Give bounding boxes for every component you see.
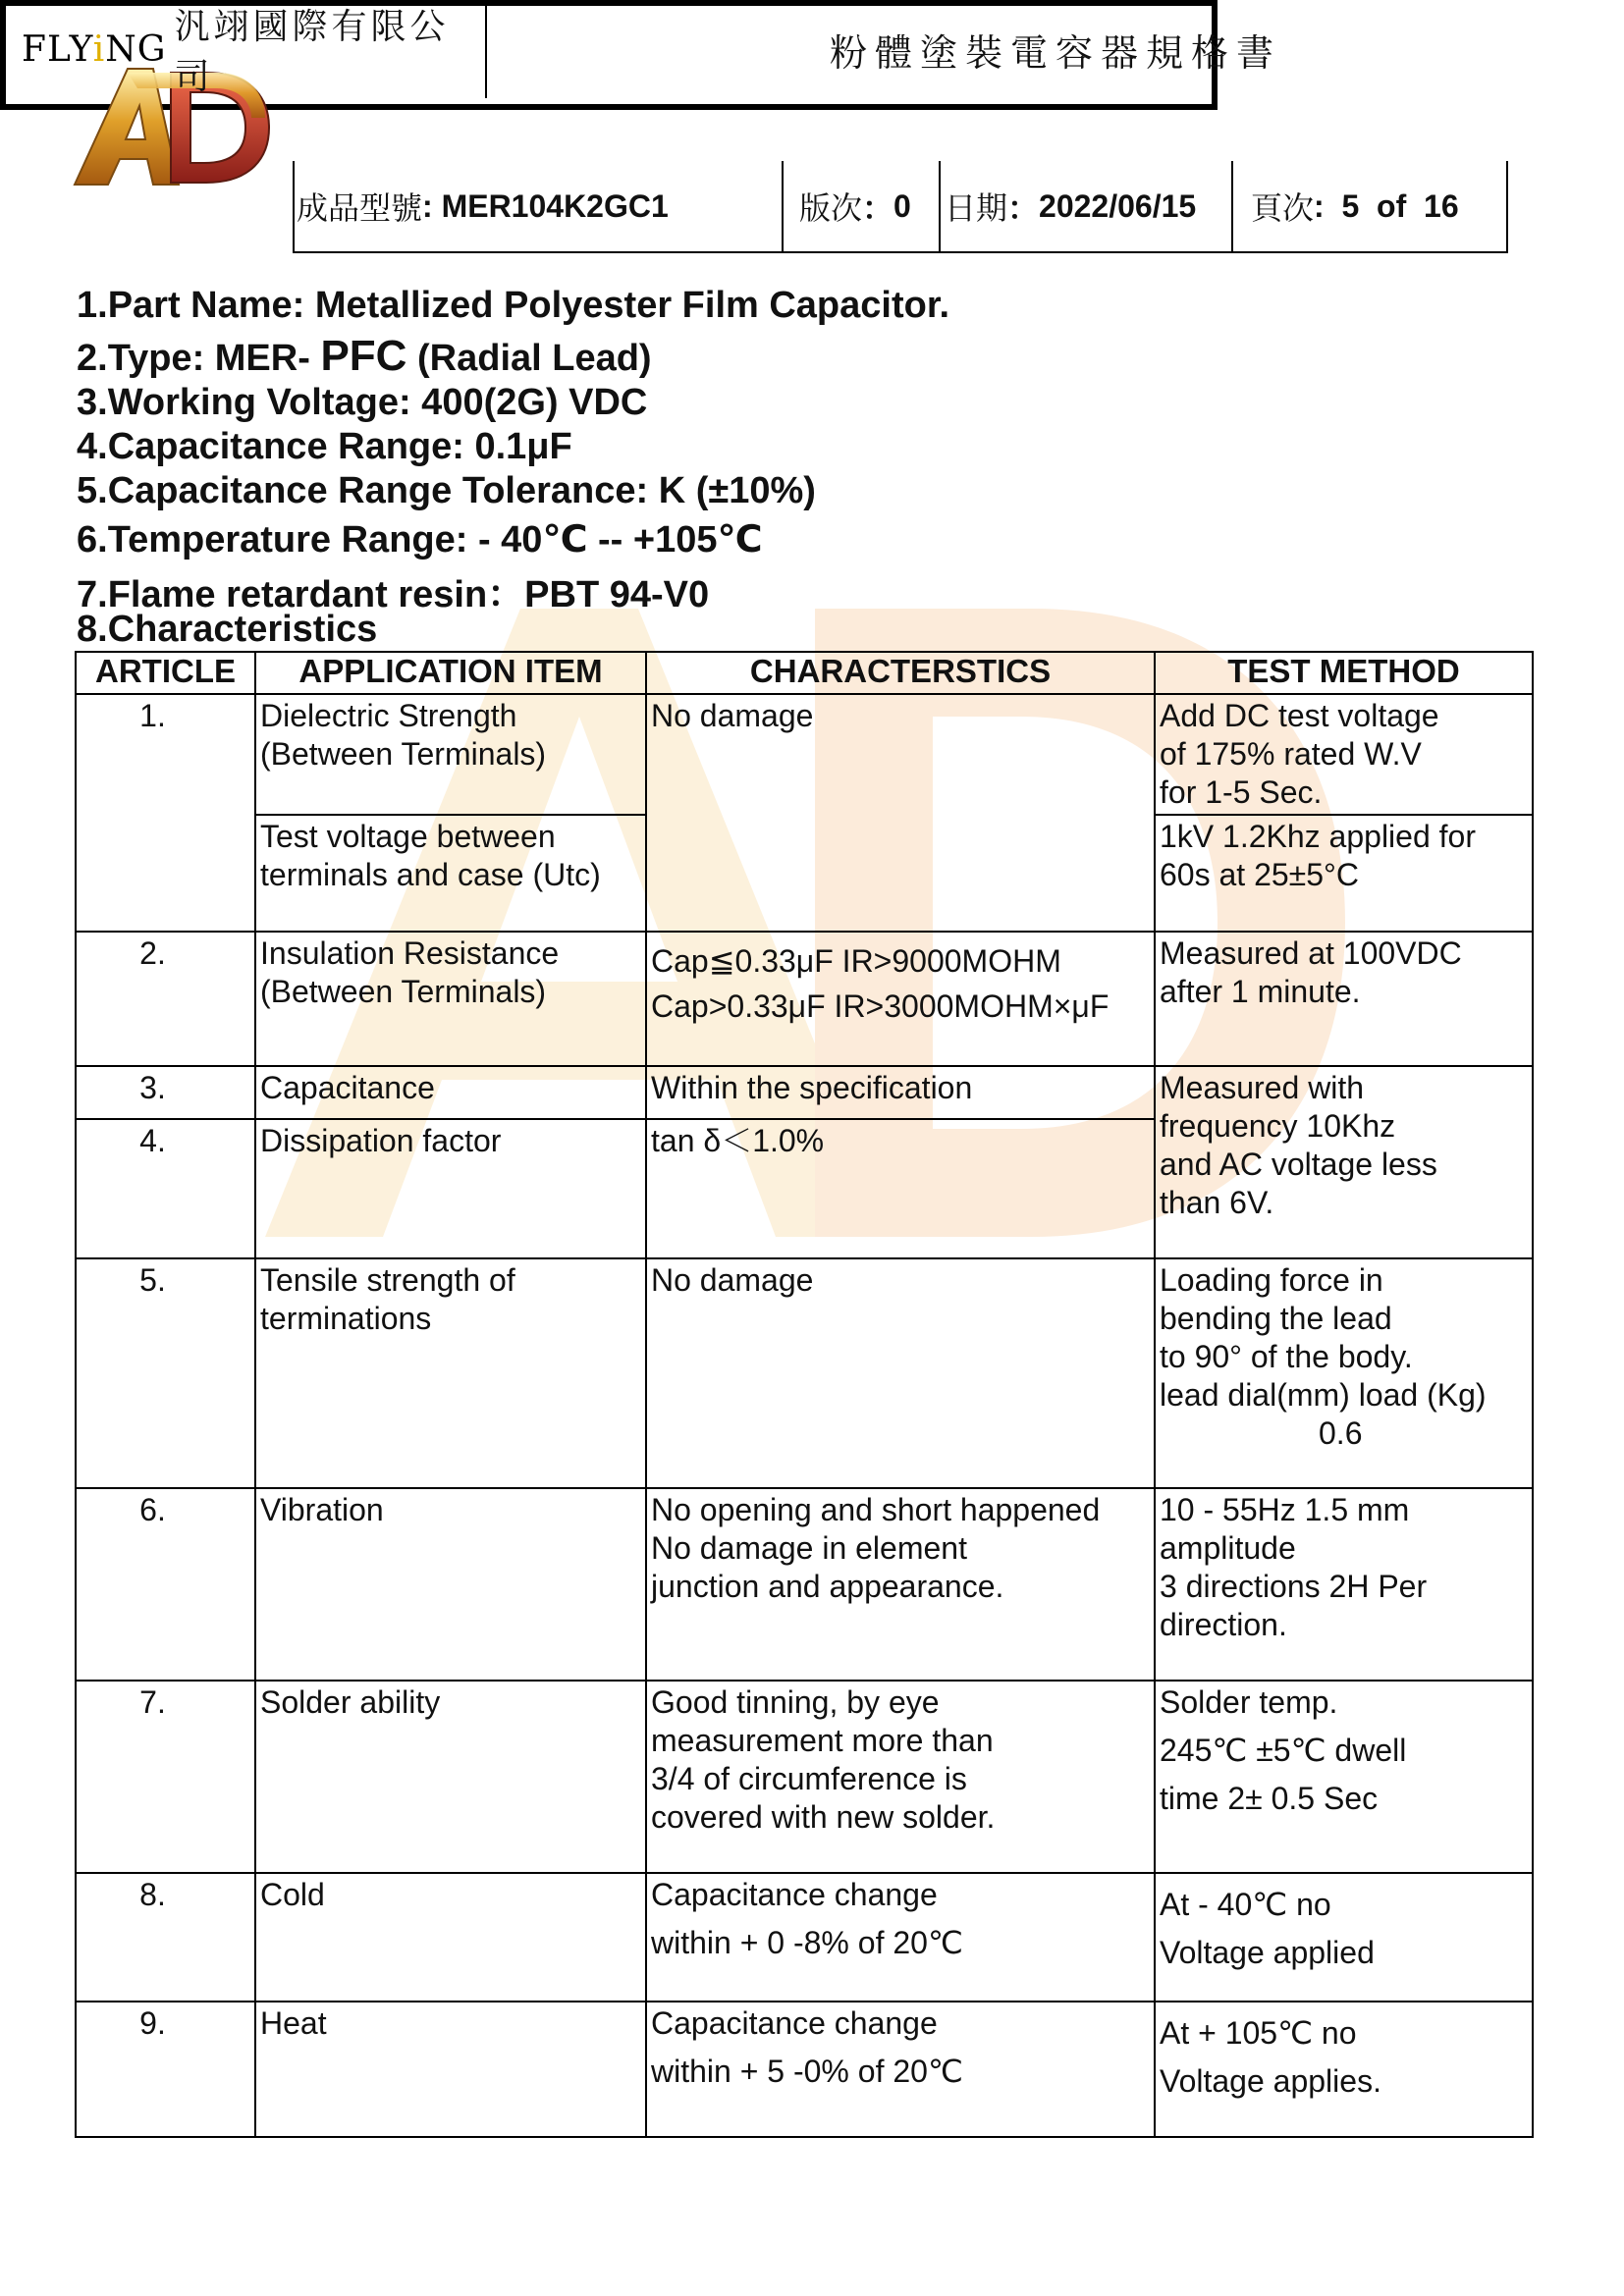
characteristics: Cap≦0.33μF IR>9000MOHM Cap>0.33μF IR>3000MOHM×μF xyxy=(646,932,1155,1066)
test-method: At + 105℃ no Voltage applies. xyxy=(1155,2002,1533,2137)
article-number: 6. xyxy=(76,1488,255,1681)
spec-working-voltage: 3.Working Voltage: 400(2G) VDC xyxy=(77,382,648,423)
characteristics: Capacitance change within + 5 -0% of 20℃ xyxy=(646,2002,1155,2137)
spec-temperature-range: 6.Temperature Range: - 40℃ -- +105℃ xyxy=(77,519,763,561)
col-header-characteristics: CHARACTERSTICS xyxy=(646,652,1155,694)
characteristics: No damage xyxy=(646,1258,1155,1488)
article-number: 7. xyxy=(76,1681,255,1873)
table-row xyxy=(76,1873,1533,2002)
spec-capacitance-range: 4.Capacitance Range: 0.1μF xyxy=(77,426,572,467)
spec-part-name: 1.Part Name: Metallized Polyester Film Capacitor. xyxy=(77,285,950,326)
characteristics: Good tinning, by eye measurement more than 3/4 of circumference is covered with new solder. xyxy=(646,1681,1155,1873)
test-method: Solder temp. 245℃ ±5℃ dwell time 2± 0.5 Sec xyxy=(1155,1681,1533,1873)
table-row xyxy=(76,1488,1533,1681)
article-number: 8. xyxy=(76,1873,255,2002)
article-number: 1. xyxy=(76,694,255,932)
date-value: 2022/06/15 xyxy=(1039,187,1197,224)
document-title: 粉體塗裝電容器規格書 xyxy=(829,30,1281,75)
version-cell: 版次 ： 0 xyxy=(784,161,941,251)
test-method: 1kV 1.2Khz applied for 60s at 25±5°C xyxy=(1155,815,1533,932)
table-row xyxy=(76,1258,1533,1488)
characteristics: No opening and short happened No damage in element junction and appearance. xyxy=(646,1488,1155,1681)
application-item: Dielectric Strength (Between Terminals) xyxy=(255,694,646,815)
brand-flying: FLYiNG xyxy=(22,28,167,70)
characteristics: No damage xyxy=(646,694,1155,932)
test-method: At - 40℃ no Voltage applied xyxy=(1155,1873,1533,2002)
model-value: MER104K2GC1 xyxy=(441,187,669,224)
article-number: 4. xyxy=(76,1119,255,1258)
article-number: 3. xyxy=(76,1066,255,1119)
test-method: Measured with frequency 10Khz and AC voltage less than 6V. xyxy=(1155,1066,1533,1258)
test-method: Add DC test voltage of 175% rated W.V for 1-5 Sec. xyxy=(1155,694,1533,815)
application-item: Capacitance xyxy=(255,1066,646,1119)
spec-characteristics-heading: 8.Characteristics xyxy=(77,609,378,650)
application-item: Dissipation factor xyxy=(255,1119,646,1258)
characteristics: tan δ＜1.0% xyxy=(646,1119,1155,1258)
table-row xyxy=(76,932,1533,1066)
spec-flame-retardant: 7.Flame retardant resin：PBT 94-V0 xyxy=(77,574,710,615)
spec-type-code: PFC xyxy=(320,332,407,380)
company-cell xyxy=(0,0,487,98)
characteristics-table xyxy=(75,651,1534,2138)
test-method: Loading force in bending the lead to 90° of the body. lead dial(mm) load (Kg) 0.6 xyxy=(1155,1258,1533,1488)
date-label: 日期 xyxy=(945,190,1008,226)
date-cell: 日期 ： 2022/06/15 xyxy=(941,161,1233,251)
characteristics: Within the specification xyxy=(646,1066,1155,1119)
table-row xyxy=(76,2002,1533,2137)
page-label: 頁次 xyxy=(1251,190,1315,226)
page-cell: 頁次 : 5 of 16 xyxy=(1233,161,1506,251)
table-row xyxy=(76,1681,1533,1873)
article-number: 2. xyxy=(76,932,255,1066)
spec-type-suffix: (Radial Lead) xyxy=(406,338,652,379)
application-item: Insulation Resistance (Between Terminals) xyxy=(255,932,646,1066)
application-item: Tensile strength of terminations xyxy=(255,1258,646,1488)
header-info-row xyxy=(293,161,1508,253)
page-value: 5 of 16 xyxy=(1341,187,1459,224)
test-method: 10 - 55Hz 1.5 mm amplitude 3 directions 2H Per direction. xyxy=(1155,1488,1533,1681)
article-number: 5. xyxy=(76,1258,255,1488)
spec-type xyxy=(77,332,652,381)
col-header-article: ARTICLE xyxy=(76,652,255,694)
article-number: 9. xyxy=(76,2002,255,2137)
application-item: Vibration xyxy=(255,1488,646,1681)
application-item: Test voltage between terminals and case (Utc) xyxy=(255,815,646,932)
header-title-box xyxy=(0,0,1281,110)
characteristics: Capacitance change within + 0 -8% of 20℃ xyxy=(646,1873,1155,2002)
table-row xyxy=(76,1066,1533,1119)
company-name: 汎翊國際有限公司 xyxy=(174,7,450,97)
model-cell: 成品型號 : MER104K2GC1 xyxy=(295,161,784,251)
table-header-row xyxy=(76,652,1533,694)
application-item: Cold xyxy=(255,1873,646,2002)
application-item: Solder ability xyxy=(255,1681,646,1873)
test-method: Measured at 100VDC after 1 minute. xyxy=(1155,932,1533,1066)
brand-i-letter: i xyxy=(92,28,106,70)
version-value: 0 xyxy=(893,187,911,224)
spec-type-prefix: 2.Type: MER- xyxy=(77,338,321,379)
col-header-application-item: APPLICATION ITEM xyxy=(255,652,646,694)
table-row xyxy=(76,694,1533,815)
model-label: 成品型號 xyxy=(297,190,423,226)
col-header-test-method: TEST METHOD xyxy=(1155,652,1533,694)
spec-tolerance: 5.Capacitance Range Tolerance: K (±10%) xyxy=(77,470,816,511)
application-item: Heat xyxy=(255,2002,646,2137)
version-label: 版次 xyxy=(799,190,863,226)
